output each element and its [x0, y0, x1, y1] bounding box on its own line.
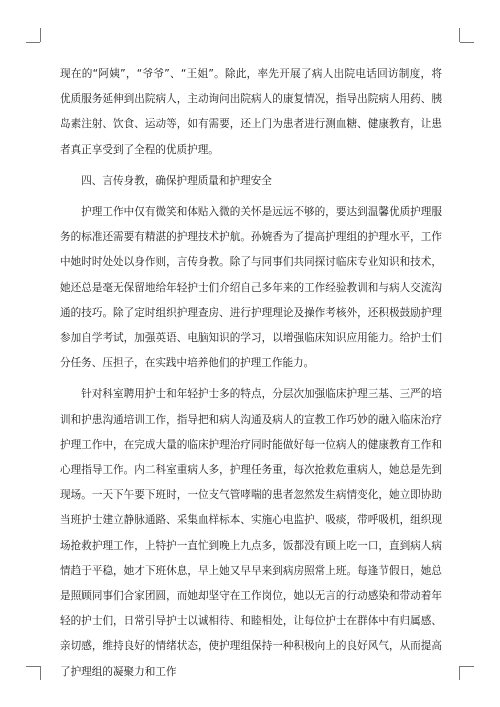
crop-mark-top-left [26, 42, 40, 43]
crop-mark-bottom-right [460, 666, 474, 667]
document-body [60, 62, 442, 685]
paragraph: 护理工作中仅有微笑和体贴入微的关怀是远远不够的，要达到温馨优质护理服务的标准还需要有精湛的护理技术护航。孙婉香为了提高护理组的护理水平，工作中她时时处处以身作则，言传身教。除了与同事们共同探讨临床专业知识和技术，她还总是毫无保留地给年轻护士们介绍自己多年来的工作经验教训和与病人交流沟通的技巧。除了定时组织护理查房、进行护理理论及操作考核外，还积极鼓励护理参加自学考试，加强英语、电脑知识的学习，以增强临床知识应用能力。给护士们分任务、压担子，在实践中培养他们的护理工作能力。 [60, 206, 442, 370]
paragraph-continuation: 现在的“阿姨”，“爷爷”、“王姐”。除此，率先开展了病人出院电话回访制度，将优质服务延伸到出院病人，主动询问出院病人的康复情况，指导出院病人用药、胰岛素注射、饮食、运动等，如有需要，还上门为患者进行测血糖、健康教育，让患者真正享受到了全程的优质护理。 [60, 68, 442, 156]
crop-mark-top-right [460, 42, 474, 43]
crop-mark-bottom-left [26, 666, 40, 667]
crop-mark-top-left [40, 28, 41, 42]
crop-mark-top-right [459, 28, 460, 42]
crop-mark-bottom-left [40, 666, 41, 680]
section-heading: 四、言传身教，确保护理质量和护理安全 [81, 174, 272, 187]
paragraph: 针对科室聘用护士和年轻护士多的特点，分层次加强临床护理三基、三严的培训和护患沟通培训工作，指导把和病人沟通及病人的宣教工作巧妙的融入临床治疗护理工作中，在完成大量的临床护理治疗同时能做好每一位病人的健康教育工作和心理指导工作。内二科室重病人多，护理任务重，每次抢救危重病人，她总是先到现场。一天下午要下班时，一位支气管哮喘的患者忽然发生病情变化，她立即协助当班护士建立静脉通路、采集血样标本、实施心电监护、吸痰，带呼吸机，组织现场抢救护理工作，上特护一直忙到晚上九点多，饭都没有顾上吃一口，直到病人病情趋于平稳，她才下班休息，早上她又早早来到病房照常上班。每逢节假日，她总是照顾同事们合家团圆，而她却坚守在工作岗位，她以无言的行动感染和带动着年轻的护士们，日常引导护士以诚相待、和睦相处，让每位护士在群体中有归属感、亲切感，维持良好的情绪状态，使护理组保持一种积极向上的良好风气，从而提高了护理组的凝聚力和工作 [60, 388, 442, 678]
crop-mark-bottom-right [459, 666, 460, 680]
